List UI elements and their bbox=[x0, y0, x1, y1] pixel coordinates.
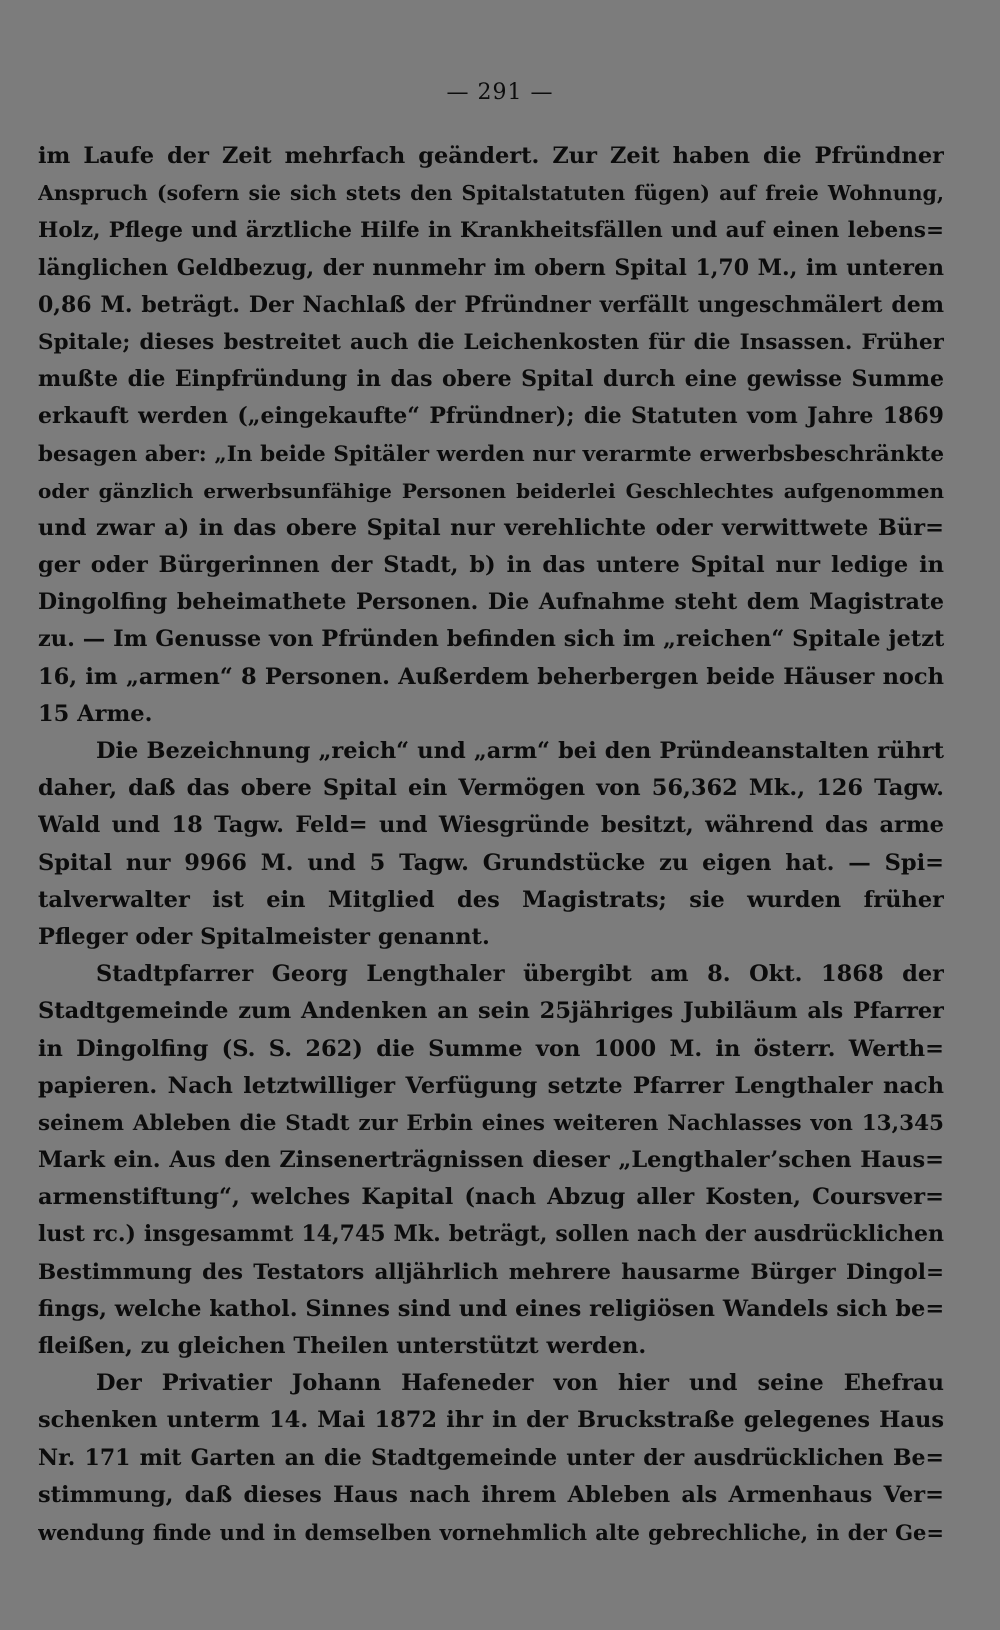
text-line: ger oder Bürgerinnen der Stadt, b) in das untere Spital nur ledige in bbox=[38, 552, 944, 579]
text-line: daher, daß das obere Spital ein Vermögen von 56,362 Mk., 126 Tagw. bbox=[38, 775, 944, 802]
text-line: 15 Arme. bbox=[38, 700, 153, 727]
text-line: Dingolfing beheimathete Personen. Die Aufnahme steht dem Magistrate bbox=[38, 589, 944, 616]
text-line: und zwar a) in das obere Spital nur verehlichte oder verwittwete Bür= bbox=[38, 514, 944, 541]
text-line: Bestimmung des Testators alljährlich mehrere hausarme Bürger Dingol= bbox=[38, 1259, 944, 1285]
text-line: fings, welche kathol. Sinnes sind und eines religiösen Wandels sich be= bbox=[38, 1295, 944, 1322]
text-line: länglichen Geldbezug, der nunmehr im obern Spital 1,70 M., im unteren bbox=[38, 254, 944, 281]
text-line: Nr. 171 mit Garten an die Stadtgemeinde unter der ausdrücklichen Be= bbox=[38, 1444, 944, 1471]
text-line: 0,86 M. beträgt. Der Nachlaß der Pfründner verfällt ungeschmälert dem bbox=[38, 291, 944, 318]
text-line: Spitale; dieses bestreitet auch die Leichenkosten für die Insassen. Früher bbox=[38, 329, 944, 355]
body-text bbox=[38, 138, 944, 1551]
text-line: in Dingolfing (S. S. 262) die Summe von 1000 M. in österr. Werth= bbox=[38, 1035, 944, 1062]
text-line: im Laufe der Zeit mehrfach geändert. Zur Zeit haben die Pfründner bbox=[38, 143, 944, 169]
text-line: Stadtgemeinde zum Andenken an sein 25jähriges Jubiläum als Pfarrer bbox=[38, 998, 944, 1025]
text-line: armenstiftung“, welches Kapital (nach Abzug aller Kosten, Coursver= bbox=[38, 1184, 944, 1211]
text-line: erkauft werden („eingekaufte“ Pfründner); die Statuten vom Jahre 1869 bbox=[38, 403, 944, 430]
text-line: mußte die Einpfründung in das obere Spital durch eine gewisse Summe bbox=[38, 366, 944, 393]
text-line: 16, im „armen“ 8 Personen. Außerdem beherbergen beide Häuser noch bbox=[38, 663, 944, 690]
text-line: papieren. Nach letztwilliger Verfügung setzte Pfarrer Lengthaler nach bbox=[38, 1072, 944, 1099]
text-line: Spital nur 9966 M. und 5 Tagw. Grundstücke zu eigen hat. — Spi= bbox=[38, 849, 944, 876]
text-line: wendung finde und in demselben vornehmlich alte gebrechliche, in der Ge= bbox=[38, 1519, 944, 1545]
page-number: — 291 — bbox=[446, 80, 554, 105]
text-line: lust rc.) insgesammt 14,745 Mk. beträgt, sollen nach der ausdrücklichen bbox=[38, 1221, 944, 1248]
text-line: Die Bezeichnung „reich“ und „arm“ bei den Pründeanstalten rührt bbox=[96, 738, 944, 764]
text-line: Stadtpfarrer Georg Lengthaler übergibt am 8. Okt. 1868 der bbox=[96, 961, 944, 988]
text-line: besagen aber: „In beide Spitäler werden nur verarmte erwerbsbeschränkte bbox=[38, 441, 944, 467]
text-line: Wald und 18 Tagw. Feld= und Wiesgründe besitzt, während das arme bbox=[38, 812, 944, 839]
text-line: schenken unterm 14. Mai 1872 ihr in der Bruckstraße gelegenes Haus bbox=[38, 1407, 944, 1434]
text-line: Anspruch (sofern sie sich stets den Spitalstatuten fügen) auf freie Wohnung, bbox=[38, 181, 944, 206]
text-line: Der Privatier Johann Hafeneder von hier und seine Ehefrau bbox=[96, 1370, 944, 1397]
text-line: Mark ein. Aus den Zinsenerträgnissen dieser „Lengthaler’schen Haus= bbox=[38, 1147, 944, 1174]
text-line: talverwalter ist ein Mitglied des Magistrats; sie wurden früher bbox=[38, 886, 944, 913]
text-line: fleißen, zu gleichen Theilen unterstützt werden. bbox=[38, 1333, 647, 1359]
text-line: stimmung, daß dieses Haus nach ihrem Ableben als Armenhaus Ver= bbox=[38, 1481, 944, 1508]
text-line: zu. — Im Genusse von Pfründen befinden sich im „reichen“ Spitale jetzt bbox=[38, 626, 944, 653]
text-line: Holz, Pflege und ärztliche Hilfe in Krankheitsfällen und auf einen lebens= bbox=[38, 218, 944, 244]
text-line: seinem Ableben die Stadt zur Erbin eines weiteren Nachlasses von 13,345 bbox=[38, 1110, 944, 1136]
text-line: Pfleger oder Spitalmeister genannt. bbox=[38, 923, 490, 950]
text-line: oder gänzlich erwerbsunfähige Personen beiderlei Geschlechtes aufgenommen bbox=[38, 478, 944, 503]
